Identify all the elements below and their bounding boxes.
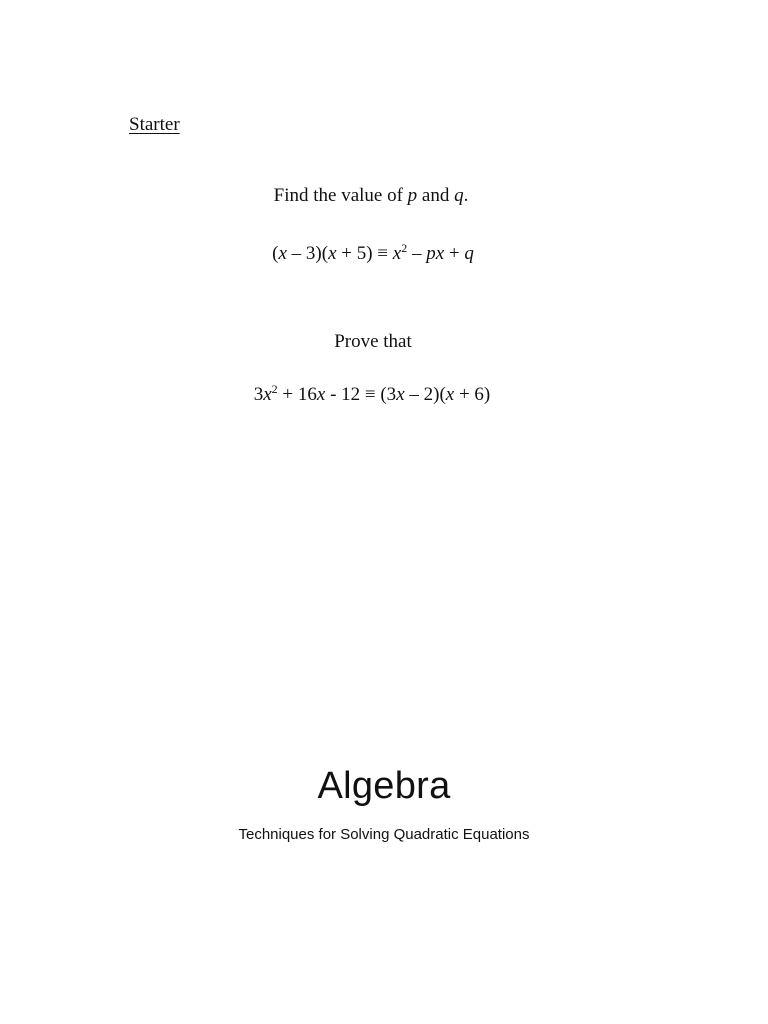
- eq-exponent: 2: [271, 382, 278, 396]
- eq-part: +: [444, 243, 465, 264]
- question2-equation: [0, 384, 756, 406]
- page-title: Algebra: [317, 765, 451, 807]
- eq-variable-x: x: [316, 384, 326, 405]
- instruction-period: .: [463, 185, 469, 206]
- eq-variable-x: x: [445, 384, 455, 405]
- instruction-and: and: [417, 185, 455, 206]
- starter-heading: Starter: [129, 114, 180, 135]
- eq-variable-x: x: [396, 384, 405, 405]
- eq-part: (: [272, 243, 279, 264]
- eq-part: 3: [253, 384, 264, 405]
- eq-part: - 12 ≡ (3: [325, 384, 397, 405]
- eq-variable-p: p: [426, 243, 436, 264]
- eq-variable-x: x: [392, 243, 402, 264]
- question2-instruction: Prove that: [334, 331, 412, 352]
- eq-part: + 6): [454, 384, 491, 405]
- variable-p: p: [407, 185, 418, 206]
- page-subtitle: Techniques for Solving Quadratic Equations: [238, 826, 530, 843]
- instruction-prefix: Find the value of: [273, 185, 408, 206]
- eq-part: – 3)(: [286, 243, 329, 264]
- eq-exponent: 2: [401, 241, 408, 255]
- eq-variable-q: q: [464, 243, 474, 264]
- question1-equation: [0, 243, 757, 265]
- eq-variable-x: x: [278, 243, 287, 264]
- eq-variable-x: x: [328, 243, 337, 264]
- eq-part: + 5) ≡: [336, 243, 393, 264]
- eq-part: – 2)(: [404, 384, 446, 405]
- eq-part: + 16: [277, 384, 317, 405]
- variable-q: q: [454, 185, 464, 206]
- question1-instruction: [0, 185, 755, 207]
- eq-part: –: [407, 243, 427, 264]
- eq-variable-x: x: [435, 243, 445, 264]
- eq-variable-x: x: [263, 384, 272, 405]
